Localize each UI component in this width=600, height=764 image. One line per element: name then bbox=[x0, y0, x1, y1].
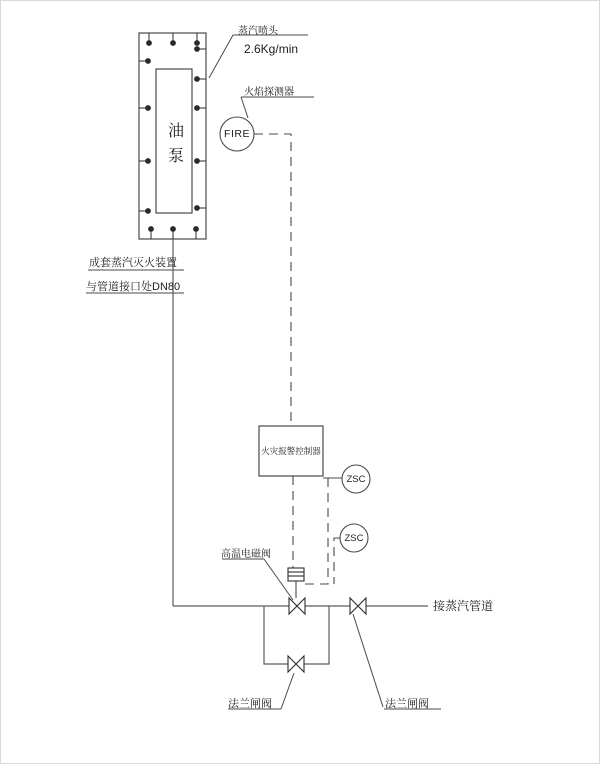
flange-valve-label-right: 法兰闸阀 bbox=[385, 698, 429, 710]
fire-circle-text: FIRE bbox=[224, 128, 250, 140]
solenoid-valve-icon bbox=[289, 598, 305, 614]
zsc1-signal bbox=[304, 478, 328, 584]
valve-symbols bbox=[288, 598, 366, 672]
fire-alarm-controller-label: 火灾报警控制器 bbox=[261, 446, 321, 456]
oil-pump-label: 油泵 bbox=[165, 122, 183, 172]
flame-detector-label: 火焰探测器 bbox=[244, 87, 294, 98]
gate-valve-bypass-icon bbox=[288, 656, 304, 672]
system-note-line2: 与管道接口处DN80 bbox=[86, 281, 181, 293]
flange-right-leader bbox=[353, 614, 383, 707]
flame-leader bbox=[241, 97, 248, 118]
solenoid-actuator-icon bbox=[288, 568, 304, 581]
flange-left-leader bbox=[281, 673, 294, 709]
solenoid-leader bbox=[264, 559, 293, 600]
bypass-pipe bbox=[264, 606, 329, 664]
flange-valve-label-left: 法兰闸阀 bbox=[228, 698, 272, 710]
steam-nozzle-label: 蒸汽喷头 bbox=[238, 26, 278, 37]
system-note-line1: 成套蒸汽灭火装置 bbox=[89, 257, 177, 269]
gate-valve-main-icon bbox=[350, 598, 366, 614]
diagram-linework bbox=[1, 1, 600, 764]
zsc2-label: ZSC bbox=[344, 532, 364, 544]
nozzle-leader bbox=[209, 35, 233, 78]
zsc1-label: ZSC bbox=[346, 473, 366, 485]
solenoid-valve-label: 高温电磁阀 bbox=[221, 549, 271, 560]
nozzle-flow-rate: 2.6Kg/min bbox=[244, 42, 299, 56]
steam-pipe-label: 接蒸汽管道 bbox=[433, 599, 494, 613]
detector-to-controller-signal bbox=[254, 134, 291, 426]
signal-lines bbox=[254, 134, 340, 584]
